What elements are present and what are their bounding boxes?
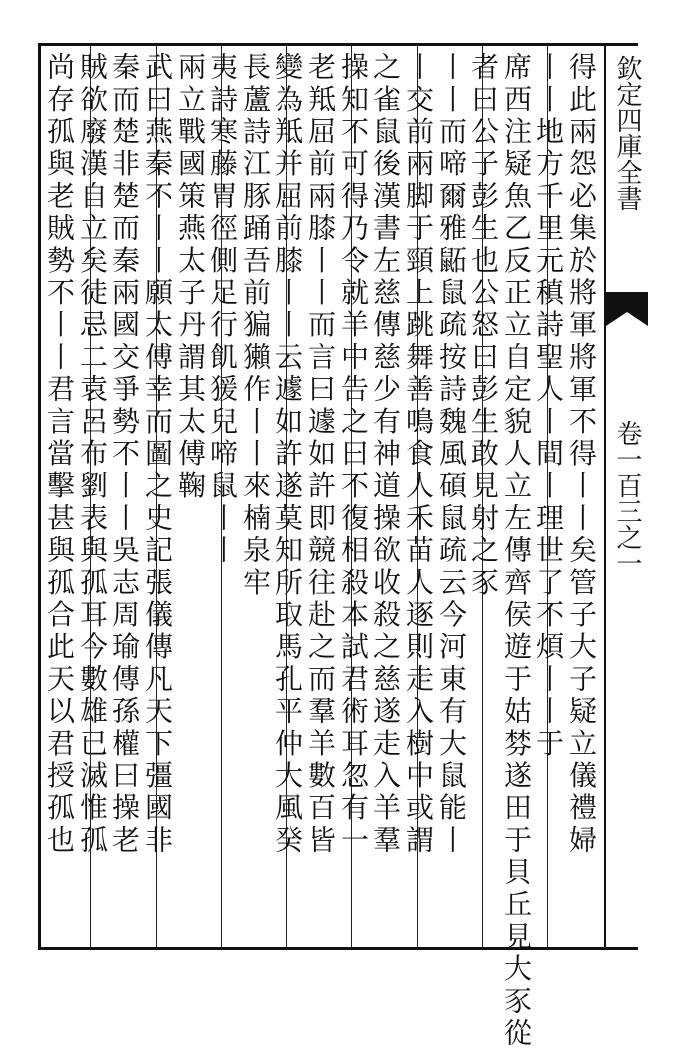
text-column: 兩立戰國策燕太子丹謂其太傅鞠 (174, 52, 207, 503)
text-column: 操知不可得乃令就羊中告之曰不復相殺本試君術耳忽有一 (337, 52, 370, 857)
text-column: 夷詩寒藤胃徑側足行飢猨兒啼鼠丨丨 (206, 52, 239, 568)
text-column: 秦而楚非楚而秦兩國交爭勢不丨丨吳志周瑜傳孫權曰操老 (108, 52, 141, 857)
text-column: 老羝屈前兩膝丨丨而言曰遽如許即競往赴之而羣羊數百皆 (304, 52, 337, 857)
collection-title: 欽定四庫全書 (612, 55, 642, 211)
fish-tail-marker (606, 292, 648, 326)
text-column: 丨丨而啼爾雅鼫鼠疏按詩魏風碩鼠疏云今河東有大鼠能丨 (435, 52, 468, 857)
juan-label: 卷一百三之一 (612, 420, 642, 576)
text-column: 變為羝并屈前膝丨丨云遽如許遂莫知所取馬孔平仲大風癸 (271, 52, 304, 857)
text-column: 長蘆詩江豚踊吾前猵獺作丨丨來楠泉牢 (239, 52, 272, 600)
text-column: 丨丨地方千里元稹詩聖人丨間丨理世了不煩丨丨于 (532, 52, 565, 761)
text-column: 賊欲廢漢自立矣徒忌二袁呂布劉表與孤耳今數雄已滅惟孤 (76, 52, 109, 857)
text-column: 武曰燕秦不丨丨願太傅幸而圖之史記張儀傳凡天下彊國非 (141, 52, 174, 857)
text-column: 者曰公子彭生也公怒曰彭生敢見射之豕 (467, 52, 500, 600)
text-column: 席西注疑魚乙反正立自定貌人立左傳齊侯遊于姑棼遂田于貝丘見大豕從 (500, 52, 533, 1050)
text-column: 丨交前兩脚于頸上跳舞善鳴食人禾苗人逐則走入樹中或謂 (402, 52, 435, 857)
text-column: 之雀鼠後漢書左慈傳慈少有神道操欲收殺之慈遂走入羊羣 (369, 52, 402, 857)
text-column: 得此兩怨必集於將軍將軍不得丨丨矣管子大子疑立儀禮婦 (565, 52, 598, 857)
text-column: 尚存孤與老賊勢不丨丨君言當擊甚與孤合此天以君授孤也 (43, 52, 76, 857)
